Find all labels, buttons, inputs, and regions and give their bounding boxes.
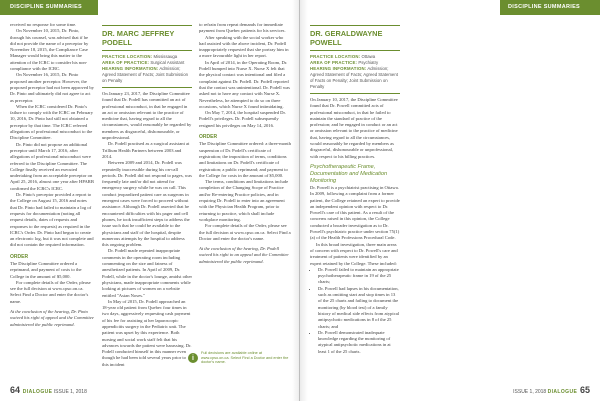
paragraph: On January 23, 2017, the Discipline Committee found that Dr. Podell has committed an act of professional misconduct, in that he engaged in an act or omission relevant to the practice of medicine that, having regard to all the circumstances, would reasonably be regarded by members as disgraceful, dishonourable, or unprofessional. <box>102 91 192 141</box>
column-3 <box>199 22 291 265</box>
gutter-shadow <box>292 0 300 401</box>
paragraph: Dr. Powell is a psychiatrist practising in Ottawa. In 2009, following a complaint from a former patient, the College retained an expert to provide an independent opinion with respect to Dr. Powell's care of this patient. As a result of the concerns raised in this opinion, the College conducted a broader investigation as to Dr. Powell's psychiatric practice under section 75(1)(a) of the Health Professions Procedural Code. <box>310 184 400 241</box>
paragraph: On November 16, 2015, Dr. Pinto proposed another preceptor. However, the proposed preceptor had not been approved by Dr. Pinto and ultimately did not agree to act as preceptor. <box>10 72 94 103</box>
issue-label: ISSUE 1, 2018 <box>513 389 547 395</box>
concerns-list <box>310 267 400 355</box>
page-number: 65 <box>579 385 590 395</box>
paragraph: On May 7, 2014, the hospital suspended Dr. Podell's privileges. Dr. Podell subsequently resigned his privileges on May 14, 2016. <box>199 110 286 128</box>
paragraph: Between 2009 and 2014, Dr. Podell was repeatedly inaccessible during his on-call periods. Dr. Podell did not respond to pages, was frequently late and/or did not attend for emergency surgery while he was on call. This conduct jeopardized patient care as surgeons in emergent cases were forced to proceed without assistance. Although Dr. Podell asserted that he encountered difficulties with his pager and cell phones, he took insufficient steps to address the issue such that he could be available to the physicians and staff of the hospital, despite numerous attempts by the hospital to address this ongoing problem. <box>102 160 192 248</box>
paragraph: The Discipline Committee ordered: a three-month suspension of Dr. Podell's certificate of registration; the imposition of terms, conditions and limitations on Dr. Podell's certificate of registration; a public reprimand; and payment to the College for costs in the amount of $5,000. <box>199 141 291 178</box>
order-heading: ORDER <box>10 253 29 260</box>
paragraph: For complete details of the Order, please see the full decision at www.cpso.on.ca. Select Find a Doctor and enter the doctor's name. <box>10 279 91 304</box>
hearing-information: HEARING INFORMATION: Admission; Agreed Statement of Facts; Agreed Statement of Facts on Penalty; Joint Submission on Penalty <box>310 66 398 89</box>
full-decisions-note-text: Full decisions are available online at www.cpso.on.ca. Select Find a Doctor and enter the doctor's name. <box>201 350 289 365</box>
divider <box>310 93 400 94</box>
paragraph: Dr. Pinto's preceptor provided a report to the College on August 15, 2016 and notes that Dr. Pinto had failed to maintain a log of requests for documentation (noting all request details, dates of requests and responses to the requests) as required in the ICRC's Order. Dr. Pinto had begun to create an electronic log, but it was not complete and did not contain the required information. <box>10 192 94 248</box>
paragraph: On November 10, 2015, Dr. Pinto, through his counsel, was advised that if he did not provide the name of a preceptor by November 18, 2015, the Compliance Case Manager would bring this matter to the attention of the ICRC to consider his non-compliance with the ICRC. <box>10 28 89 72</box>
footer-right <box>513 385 590 395</box>
magazine-name: DIALOGUE <box>547 389 578 395</box>
doctor-name: DR. GERALDWAYNE POWELL <box>310 29 383 47</box>
issue-label: ISSUE 1, 2018 <box>53 389 87 395</box>
divider <box>310 50 400 51</box>
paragraph: The Discipline Committee ordered a reprimand, and payment of costs to the College in the amount of $5,000. <box>10 260 82 279</box>
paragraph: In April of 2014, in the Operating Room, Dr. Podell bumped into Nurse X. Nurse X felt that the physical contact was intentional and filed a complaint against Dr. Podell. Dr. Podell reported that the contact was unintentional. Dr. Podell was asked not to have any contact with Nurse X. Nevertheless, he attempted to do so on three occasions, which Nurse X found intimidating. <box>199 59 290 109</box>
section-header-left-label: DISCIPLINE SUMMARIES <box>10 4 83 10</box>
subheading: Psychotherapeutic Frame, Documentation and Medication Monitoring <box>310 163 388 184</box>
divider <box>102 25 192 26</box>
area-of-practice: AREA OF PRACTICE: Surgical Assistant <box>102 60 185 65</box>
paragraph: On January 10, 2017, the Discipline Committee found that Dr. Powell committed acts of professional misconduct, in that he failed to maintain the standard of practice of the profession; and he engaged in conduct or an act or omission relevant to the practice of medicine that, having regard to all the circumstances, would reasonably be regarded by members as disgraceful, dishonourable or unprofessional, with respect to his billing practices. <box>310 97 398 159</box>
info-icon: i <box>188 353 198 363</box>
footer-left <box>10 385 87 395</box>
closing-statement: At the conclusion of the hearing, Dr. Pinto waived his right of appeal and the Committee administered the public reprimand. <box>10 309 94 327</box>
order-heading: ORDER <box>199 134 218 141</box>
practice-location: PRACTICE LOCATION: Mississauga <box>102 54 178 59</box>
section-header-right-label: DISCIPLINE SUMMARIES <box>508 4 581 10</box>
column-4 <box>310 22 400 355</box>
paragraph: For complete details of the Order, please see the full decision at www.cpso.on.ca. Select Find a Doctor and enter the doctor's name. <box>199 223 291 241</box>
divider <box>310 25 400 26</box>
magazine-name: DIALOGUE <box>22 389 53 395</box>
section-header-left <box>0 0 98 15</box>
doctor-name: DR. MARC JEFFREY PODELL <box>102 29 175 47</box>
divider <box>102 50 192 51</box>
hearing-information: HEARING INFORMATION: Admission; Agreed Statement of Facts; Joint Submission on Penalty <box>102 66 188 83</box>
paragraph: received no response for some time. <box>10 22 77 27</box>
paragraph: to refrain from repeat demands for immediate payment from Quebec patients for his services. <box>199 22 286 34</box>
paragraph: In May of 2015, Dr. Podell approached an 18-year old patient from Quebec four times in two days, aggressively requesting cash payment of his fee for assisting at her laparoscopic appendicitis surgery in the Pediatric unit. The patient was upset by this experience. Both nursing and social work staff felt that his advances towards the patient were harassing. Dr. Podell conducted himself in this manner even though he had been told several years prior to this incident <box>102 298 192 367</box>
gutter-shadow <box>300 0 308 401</box>
area-of-practice: AREA OF PRACTICE: Psychiatry <box>310 60 379 65</box>
column-1 <box>10 22 94 328</box>
column-2 <box>102 22 192 368</box>
list-item: • Dr. Powell had lapses in his documentation, such as omitting start and stop times in 13 of the 25 charts and failing to document the monitoring (by blood test) of a family history of medical side effects from atypical antipsychotic medications in 8 of the 25 charts; and <box>318 286 400 330</box>
paragraph: The terms, conditions and limitations include completion of the Changing Scope of Practice and/or Re-entering Practice policies, and in requiring Dr. Podell to enter into an agreement with the Physician Health Program, prior to returning to practice, which shall include workplace monitoring. <box>199 179 289 222</box>
paragraph: After speaking with the social worker who had assisted with the above incident, Dr. Podell inappropriately requested that she portray him in a more favourable light in her report. <box>199 34 289 59</box>
list-item: • Dr. Powell demonstrated inadequate knowledge regarding the monitoring of atypical antipsychotic medications in at least 1 of the 25 charts. <box>318 330 400 355</box>
section-header-right <box>500 0 600 15</box>
right-page <box>300 0 600 401</box>
list-item: • Dr. Powell failed to maintain an appropriate psychotherapeutic frame in 19 of the 25 charts; <box>318 267 400 286</box>
paragraph: When the ICRC considered Dr. Pinto's failure to comply with the ICRC on February 10, 2016, Dr. Pinto had still not obtained a preceptor by that time. The ICRC referred allegations of professional misconduct to the Discipline Committee. <box>10 103 94 141</box>
paragraph: Dr. Pinto did not propose an additional preceptor until March 17, 2016, after allegations of professional misconduct were referred to the Discipline Committee. The College finally received an executed undertaking from an acceptable preceptor on April 25, 2016, almost one year after HPARB confirmed the ICRC's ICRC. <box>10 141 94 191</box>
paragraph: Dr. Podell practised as a surgical assistant at Trillium Health Partners between 2003 and 2014. <box>102 141 190 159</box>
paragraph: Dr. Podell made repeated inappropriate comments in the operating room including commenting on the size and fatness of anesthetized patients. In April of 2009, Dr. Podell, while in the doctor's lounge, amidst other physicians, made inappropriate comments while looking at pictures of women on a website entitled "Asian Noses." <box>102 248 193 298</box>
full-decisions-note <box>188 350 290 366</box>
page-number: 64 <box>10 385 21 395</box>
practice-location: PRACTICE LOCATION: Ottawa <box>310 54 376 59</box>
closing-statement: At the conclusion of the hearing, Dr. Podell waived his right to an appeal and the Committee administered the public reprimand. <box>199 246 289 264</box>
divider <box>102 87 192 88</box>
paragraph: In this broad investigation, three main areas of concern with respect to Dr. Powell's care and treatment of patients were identified by an expert retained by the College. These included: <box>310 241 398 266</box>
